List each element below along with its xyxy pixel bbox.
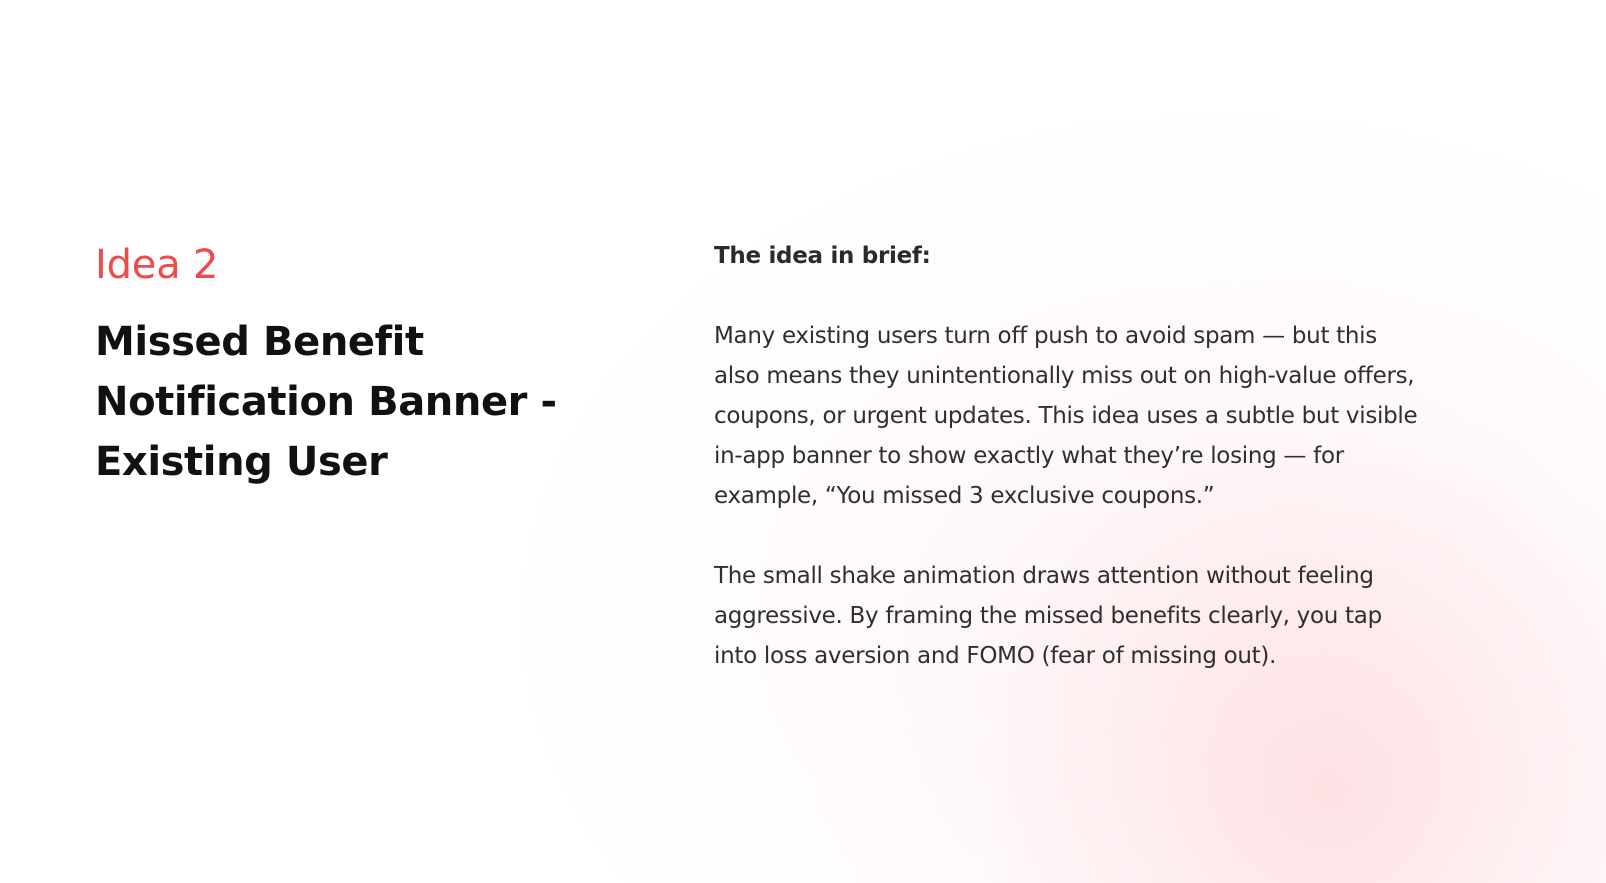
idea-description <box>714 236 1454 676</box>
idea-title: Missed Benefit Notification Banner - Existing User <box>95 319 557 485</box>
description-paragraph-1: Many existing users turn off push to avoid spam — but this also means they unintentionally miss out on high-value offers, coupons, or urgent updates. This idea uses a subtle but visible in-app banner to show exactly what they’re losing — for example, “You missed 3 exclusive coupons.” <box>714 323 1418 509</box>
brief-heading: The idea in brief: <box>714 243 931 269</box>
description-paragraph-2: The small shake animation draws attention without feeling aggressive. By framing the missed benefits clearly, you tap into loss aversion and FOMO (fear of missing out). <box>714 563 1382 669</box>
idea-header <box>95 240 615 492</box>
idea-number-label: Idea 2 <box>95 242 219 288</box>
